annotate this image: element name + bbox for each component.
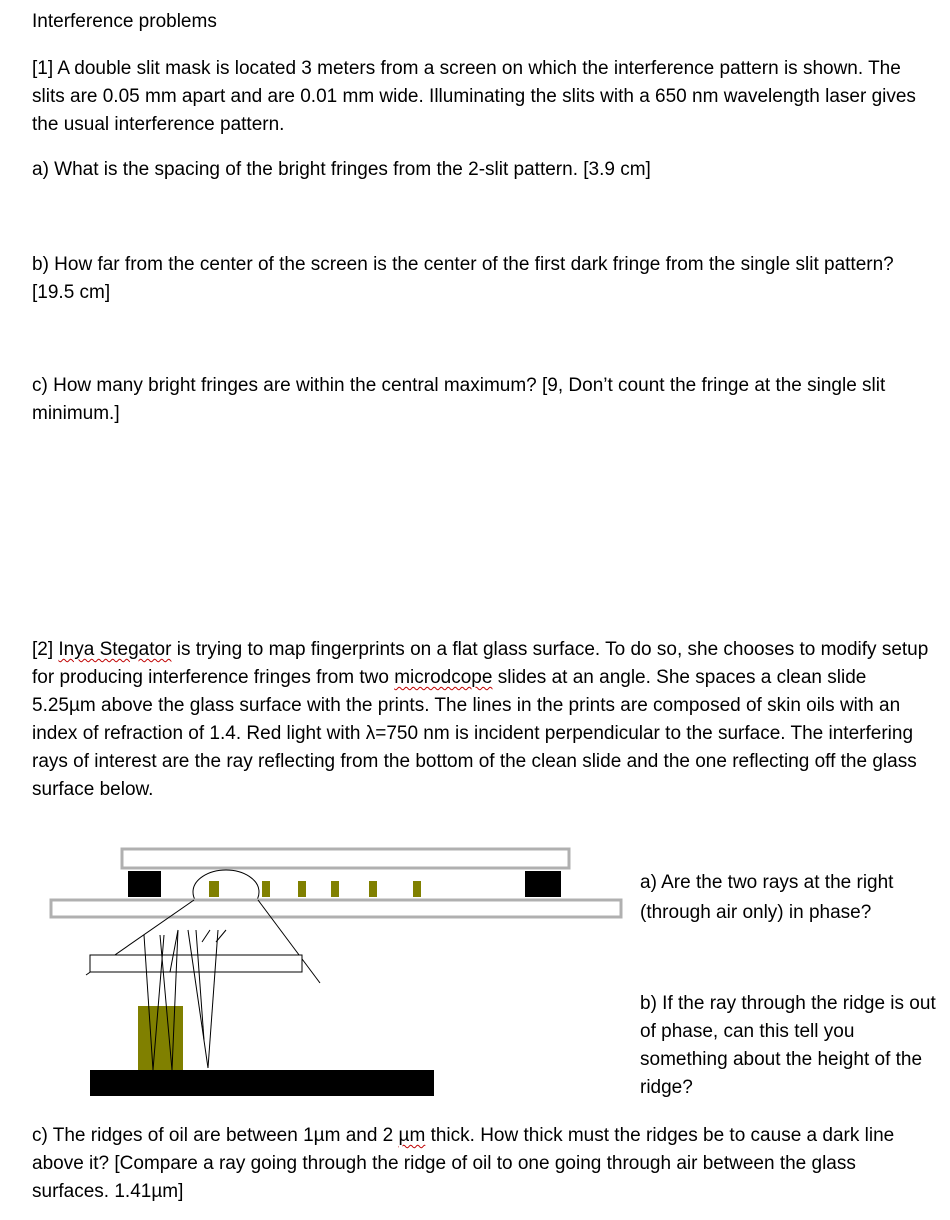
problem1-question-b: b) How far from the center of the screen is the center of the first dark fringe from the single slit pattern? [19.5 cm] <box>32 254 894 303</box>
oil-ridge <box>298 881 306 897</box>
oil-ridge <box>209 881 219 897</box>
problem2-question-a: a) Are the two rays at the right (through air only) in phase? <box>640 872 894 923</box>
misspelled-word: microdcope <box>394 667 493 688</box>
page-title: Interference problems <box>32 11 217 32</box>
oil-ridge <box>331 881 339 897</box>
problem1-question-c: c) How many bright fringes are within the central maximum? [9, Don’t count the fringe at the single slit minimum.] <box>32 375 886 424</box>
problem2-intro-end: slides at an angle. She spaces a clean slide 5.25µm above the glass surface with the prints. The lines in the prints are composed of skin oils with an index of refraction of 1.4. Red light with λ=750 nm is incident perpendicular to the surface. The interfering rays of interest are the ray reflecting from the bottom of the clean slide and the one reflecting off the glass surface below. <box>32 667 917 800</box>
left-spacer <box>128 871 161 897</box>
problem2-intro-lead: [2] <box>32 639 59 660</box>
character-name: Inya Stegator <box>58 639 172 660</box>
magnified-slide <box>90 955 302 972</box>
problem2-question-c <box>32 1122 932 1206</box>
glass-surface <box>51 900 621 917</box>
problem2-intro-middle: is trying to map fingerprints on a flat glass surface. To do so, she chooses to modify setup for producing interference fringes from two <box>32 639 929 688</box>
magnified-oil-ridge <box>138 1006 183 1070</box>
problem2-question-c-rest: thick. How thick must the ridges be to cause a dark line above it? [Compare a ray going through the ridge of oil to one going through air between the glass surfaces. 1.41µm] <box>32 1125 895 1202</box>
problem2-question-c-lead: c) The ridges of oil are between 1µm and 2 <box>32 1125 399 1146</box>
oil-ridge <box>369 881 377 897</box>
magnified-glass-base <box>90 1070 434 1096</box>
right-spacer <box>525 871 561 897</box>
problem2-question-b: b) If the ray through the ridge is out of phase, can this tell you something about the height of the ridge? <box>640 993 936 1098</box>
top-glass-slide <box>122 849 569 868</box>
oil-ridge <box>413 881 421 897</box>
problem2-intro <box>32 636 932 804</box>
micrometer-unit: µm <box>398 1125 426 1146</box>
oil-ridge <box>262 881 270 897</box>
problem1-intro: [1] A double slit mask is located 3 meters from a screen on which the interference pattern is shown. The slits are 0.05 mm apart and are 0.01 mm wide. Illuminating the slits with a 650 nm wavelength laser gives the usual interference pattern. <box>32 58 916 135</box>
problem1-question-a: a) What is the spacing of the bright fringes from the 2-slit pattern. [3.9 cm] <box>32 159 651 180</box>
